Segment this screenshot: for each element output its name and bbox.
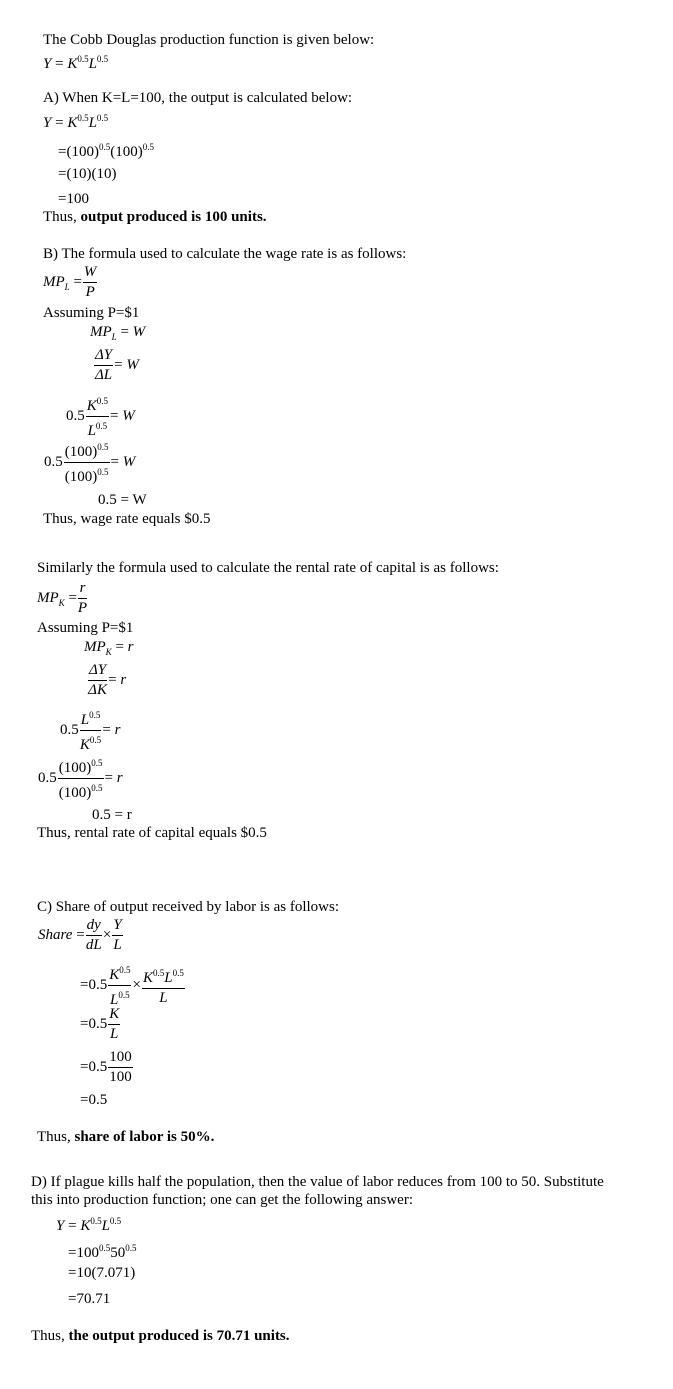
part-b-assumption: Assuming P=$1 (43, 305, 140, 321)
capital-heading: Similarly the formula used to calculate the rental rate of capital is as follows: (37, 560, 499, 576)
capital-assumption: Assuming P=$1 (37, 620, 134, 636)
part-d-step-3: =70.71 (68, 1291, 111, 1307)
part-b-eq-1: $MP_L = W$ (90, 324, 146, 342)
part-c-conclusion: Thus, share of labor is 50%. (37, 1129, 215, 1145)
part-a-conclusion: Thus, output produced is 100 units. (43, 209, 267, 225)
part-d-heading-line-1: D) If plague kills half the population, then the value of labor reduces from 100 to 50. Substitute (31, 1174, 604, 1190)
part-b-eq-3: 0.5 $\frac{K^{0.5}}{L^{0.5}}$ = W (66, 392, 135, 441)
part-c-step-3: =0.5 $\frac{100}{100}$ (80, 1049, 132, 1085)
part-b-heading: B) The formula used to calculate the wage rate is as follows: (43, 246, 407, 262)
intro-sentence: The Cobb Douglas production function is given below: (43, 32, 375, 48)
capital-eq-3: 0.5 $\frac{L^{0.5}}{K^{0.5}}$ = r (60, 706, 120, 755)
capital-eq-2: $\frac{\Delta Y}{\Delta K}$ = r (88, 662, 127, 698)
part-d-heading-line-2: this into production function; one can get the following answer: (31, 1192, 414, 1208)
capital-eq-4: 0.5 $\frac{(100)^{0.5}}{(100)^{0.5}}$ = r (38, 754, 123, 803)
part-a-heading: A) When K=L=100, the output is calculated below: (43, 90, 353, 106)
capital-result: 0.5 = r (92, 807, 132, 823)
part-b-formula: $MP_L$ = $\frac{W}{P}$ (43, 264, 97, 300)
part-d-conclusion: Thus, the output produced is 70.71 units. (31, 1328, 290, 1344)
part-b-result: 0.5 = W (98, 492, 147, 508)
part-a-function: $Y = K^{0.5}L^{0.5}$ (43, 113, 109, 131)
part-b-eq-4: 0.5 $\frac{(100)^{0.5}}{(100)^{0.5}}$ = W (44, 438, 135, 487)
part-a-step-2: =(10)(10) (58, 166, 117, 182)
intro-function: $Y = K^{0.5}L^{0.5}$ (43, 54, 109, 72)
part-c-heading: C) Share of output received by labor is as follows: (37, 899, 340, 915)
part-b-conclusion: Thus, wage rate equals $0.5 (43, 511, 211, 527)
part-c-formula: Share = $\frac{dy}{dL}$ × $\frac{Y}{L}$ (38, 917, 122, 953)
part-c-final: =0.5 (80, 1092, 108, 1108)
part-c-step-1: =0.5 $\frac{K^{0.5}}{L^{0.5}}$ × $\frac{K^{0.5}L^{0.5}}{L}$ (80, 961, 186, 1010)
capital-formula: $MP_K$ = $\frac{r}{P}$ (37, 580, 88, 616)
part-c-step-2: =0.5 $\frac{K}{L}$ (80, 1006, 120, 1042)
capital-eq-1: $MP_K = r$ (84, 639, 134, 657)
part-b-eq-2: $\frac{\Delta Y}{\Delta L}$ = W (95, 347, 139, 383)
capital-conclusion: Thus, rental rate of capital equals $0.5 (37, 825, 267, 841)
part-a-step-3: =100 (58, 191, 89, 207)
part-a-step-1: $=(100)^{0.5}(100)^{0.5}$ (58, 142, 154, 160)
part-d-step-2: =10(7.071) (68, 1265, 136, 1281)
part-d-function: $Y = K^{0.5}L^{0.5}$ (56, 1216, 122, 1234)
part-d-step-1: $=100^{0.5}50^{0.5}$ (68, 1243, 137, 1261)
